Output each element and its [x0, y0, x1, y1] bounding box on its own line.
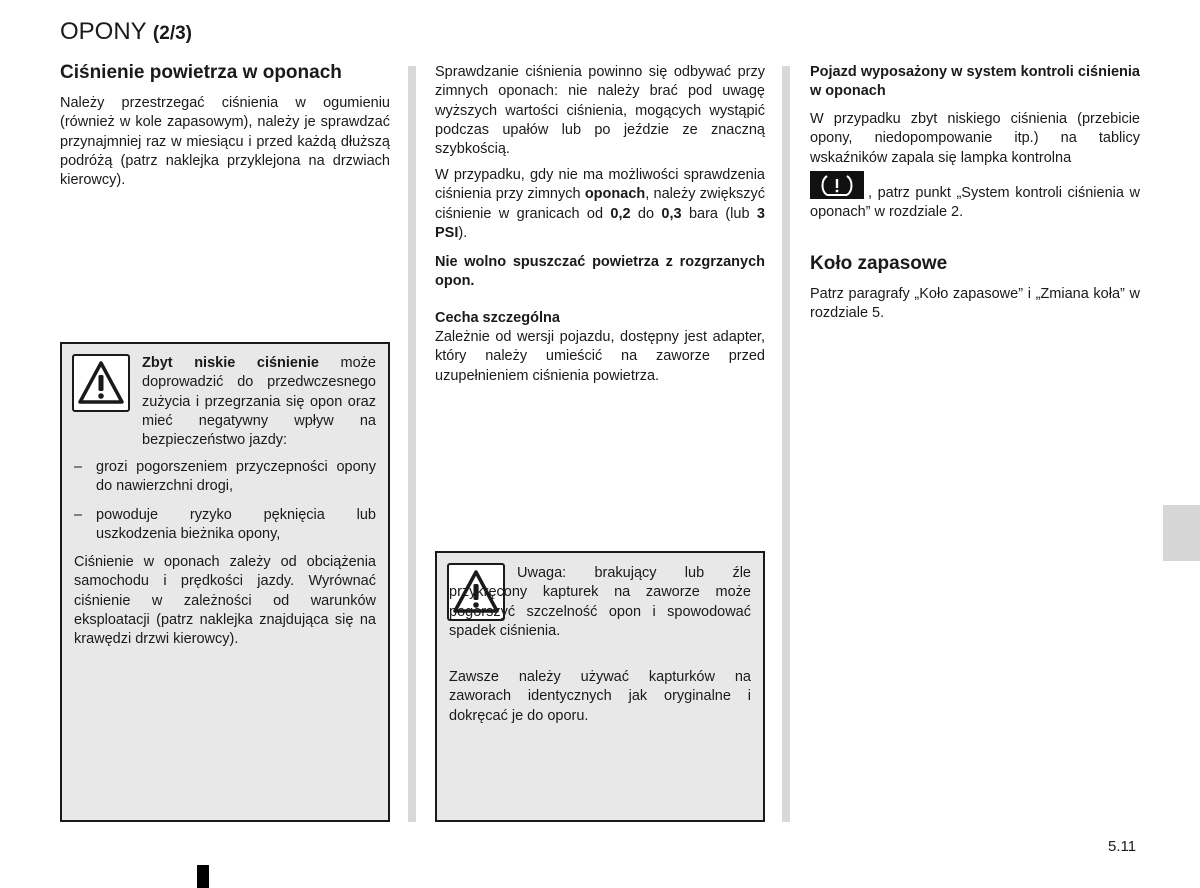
tpms-text-after-icon: , patrz punkt „System kontroli ciśnienia w oponach” w rozdziale 2.	[810, 185, 1140, 221]
page-title: OPONY (2/3)	[60, 18, 192, 45]
no-deflate-notice: Nie wolno spuszczać powietrza z rozgrzanych opon.	[435, 254, 765, 290]
feature-title: Cecha szczególna	[435, 310, 560, 326]
low-pressure-warning-box	[60, 342, 390, 822]
column-divider-left	[408, 66, 416, 822]
tpms-heading: Pojazd wyposażony w system kontroli ciśnienia w oponach	[810, 64, 1140, 100]
tyre-pressure-intro: Należy przestrzegać ciśnienia w ogumieniu (również w kole zapasowym), należy je sprawdzać przynajmniej raz w miesiącu i przed każdą dłuższą podróżą (patrz naklejka przyklejona na drzwiach kierowcy).	[60, 95, 390, 189]
feature-text: Zależnie od wersji pojazdu, dostępny jest adapter, który należy umieścić na zaworze przed uzupełnieniem ciśnienia powietrza.	[435, 329, 765, 384]
valve-cap-warning-footer: Zawsze należy używać kapturków na zaworach identycznych jak oryginalne i dokręcać je do oporu.	[449, 669, 751, 724]
low-pressure-warning-footer: Ciśnienie w oponach zależy od obciążenia samochodu i prędkości jazdy. Wyrównać ciśnienie w zależności od warunków eksploatacji (patrz naklejka znajdująca się na krawędzi drzwi kierowcy).	[74, 554, 376, 648]
section-heading-spare-wheel: Koło zapasowe	[810, 253, 948, 274]
list-item: – powoduje ryzyko pęknięcia lub uszkodzenia bieżnika opony,	[74, 507, 376, 543]
column-divider-right	[782, 66, 790, 822]
list-item: – grozi pogorszeniem przyczepności opony do nawierzchni drogi,	[74, 459, 376, 495]
tpms-warning-light-line	[810, 171, 1140, 221]
chapter-tab	[1163, 505, 1200, 561]
valve-cap-warning-box	[435, 551, 765, 822]
spare-wheel-text: Patrz paragrafy „Koło zapasowe” i „Zmiana koła” w rozdziale 5.	[810, 286, 1140, 322]
warning-triangle-icon	[72, 354, 130, 412]
check-cold-tyres-paragraph: Sprawdzanie ciśnienia powinno się odbywać przy zimnych oponach: nie należy brać pod uwagę wyższych wartości ciśnienia, mogących wystąpić podczas upałów lub po jeździe ze znaczną szybkością.	[435, 64, 765, 158]
page-number: 5.11	[1108, 838, 1137, 855]
pressure-increase-paragraph: W przypadku, gdy nie ma możliwości sprawdzenia ciśnienia przy zimnych oponach, należy zwiększyć ciśnienie w granicach od 0,2 do 0,3 bara (lub 3 PSI).	[435, 167, 766, 241]
valve-cap-warning-text: Uwaga: brakujący lub źle przykręcony kapturek na zaworze może pogorszyć szczelność opon i spowodować spadek ciśnienia.	[449, 565, 751, 639]
page-edge-mark	[197, 865, 209, 888]
section-heading-tyre-pressure: Ciśnienie powietrza w oponach	[60, 62, 342, 83]
low-pressure-warning-text: Zbyt niskie ciśnienie może doprowadzić do przedwczesnego zużycia i przegrzania się opon oraz mieć negatywny wpływ na bezpieczeństwo jazdy:	[142, 355, 376, 449]
tpms-text: W przypadku zbyt niskiego ciśnienia (przebicie opony, niedopompowanie itp.) na tablicy wskaźników zapala się lampka kontrolna	[810, 111, 1140, 166]
